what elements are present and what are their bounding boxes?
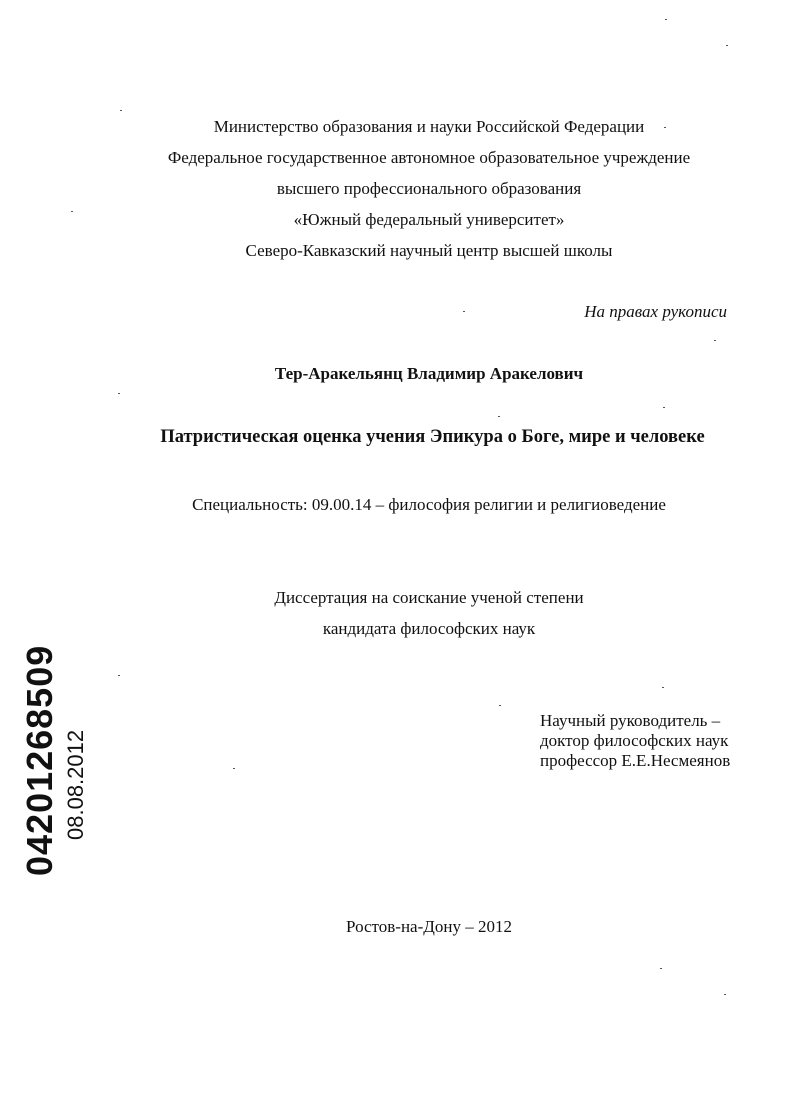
scan-speck: [71, 211, 73, 212]
institution-line-1: Федеральное государственное автономное образовательное учреждение: [167, 148, 691, 167]
specialty-line: Специальность: 09.00.14 – философия религии и религиоведение: [192, 495, 666, 514]
scan-speck: [499, 705, 501, 706]
scan-speck: [118, 393, 120, 394]
dissertation-title: Патристическая оценка учения Эпикура о Боге, мире и человеке: [160, 427, 705, 447]
library-stamp-date: 08.08.2012: [63, 729, 88, 840]
scan-speck: [664, 127, 666, 128]
author-name: Тер-Аракельянц Владимир Аракелович: [274, 364, 584, 383]
scan-speck: [724, 994, 726, 995]
research-center-name: Северо-Кавказский научный центр высшей школы: [245, 241, 613, 260]
library-stamp-number: 04201268509: [19, 644, 60, 876]
degree-line-2: кандидата философских наук: [322, 619, 536, 638]
degree-line-1: Диссертация на соискание ученой степени: [274, 588, 584, 607]
scan-speck: [118, 675, 120, 676]
supervisor-line-1: Научный руководитель –: [540, 711, 721, 730]
scan-speck: [498, 416, 500, 417]
supervisor-line-2: доктор философских наук: [540, 731, 729, 750]
place-and-year: Ростов-на-Дону – 2012: [346, 917, 512, 936]
institution-line-2: высшего профессионального образования: [276, 179, 582, 198]
scan-speck: [714, 340, 716, 341]
scan-speck: [726, 45, 728, 46]
scan-speck: [120, 110, 122, 111]
scan-speck: [663, 407, 665, 408]
rights-note: На правах рукописи: [584, 302, 727, 321]
scan-speck: [463, 311, 465, 312]
university-name: «Южный федеральный университет»: [293, 210, 565, 229]
scan-speck: [662, 687, 664, 688]
scan-speck: [660, 968, 662, 969]
ministry-line: Министерство образования и науки Российской Федерации: [213, 117, 645, 136]
scan-speck: [665, 19, 667, 20]
scan-speck: [233, 768, 235, 769]
supervisor-line-3: профессор Е.Е.Несмеянов: [540, 751, 731, 770]
